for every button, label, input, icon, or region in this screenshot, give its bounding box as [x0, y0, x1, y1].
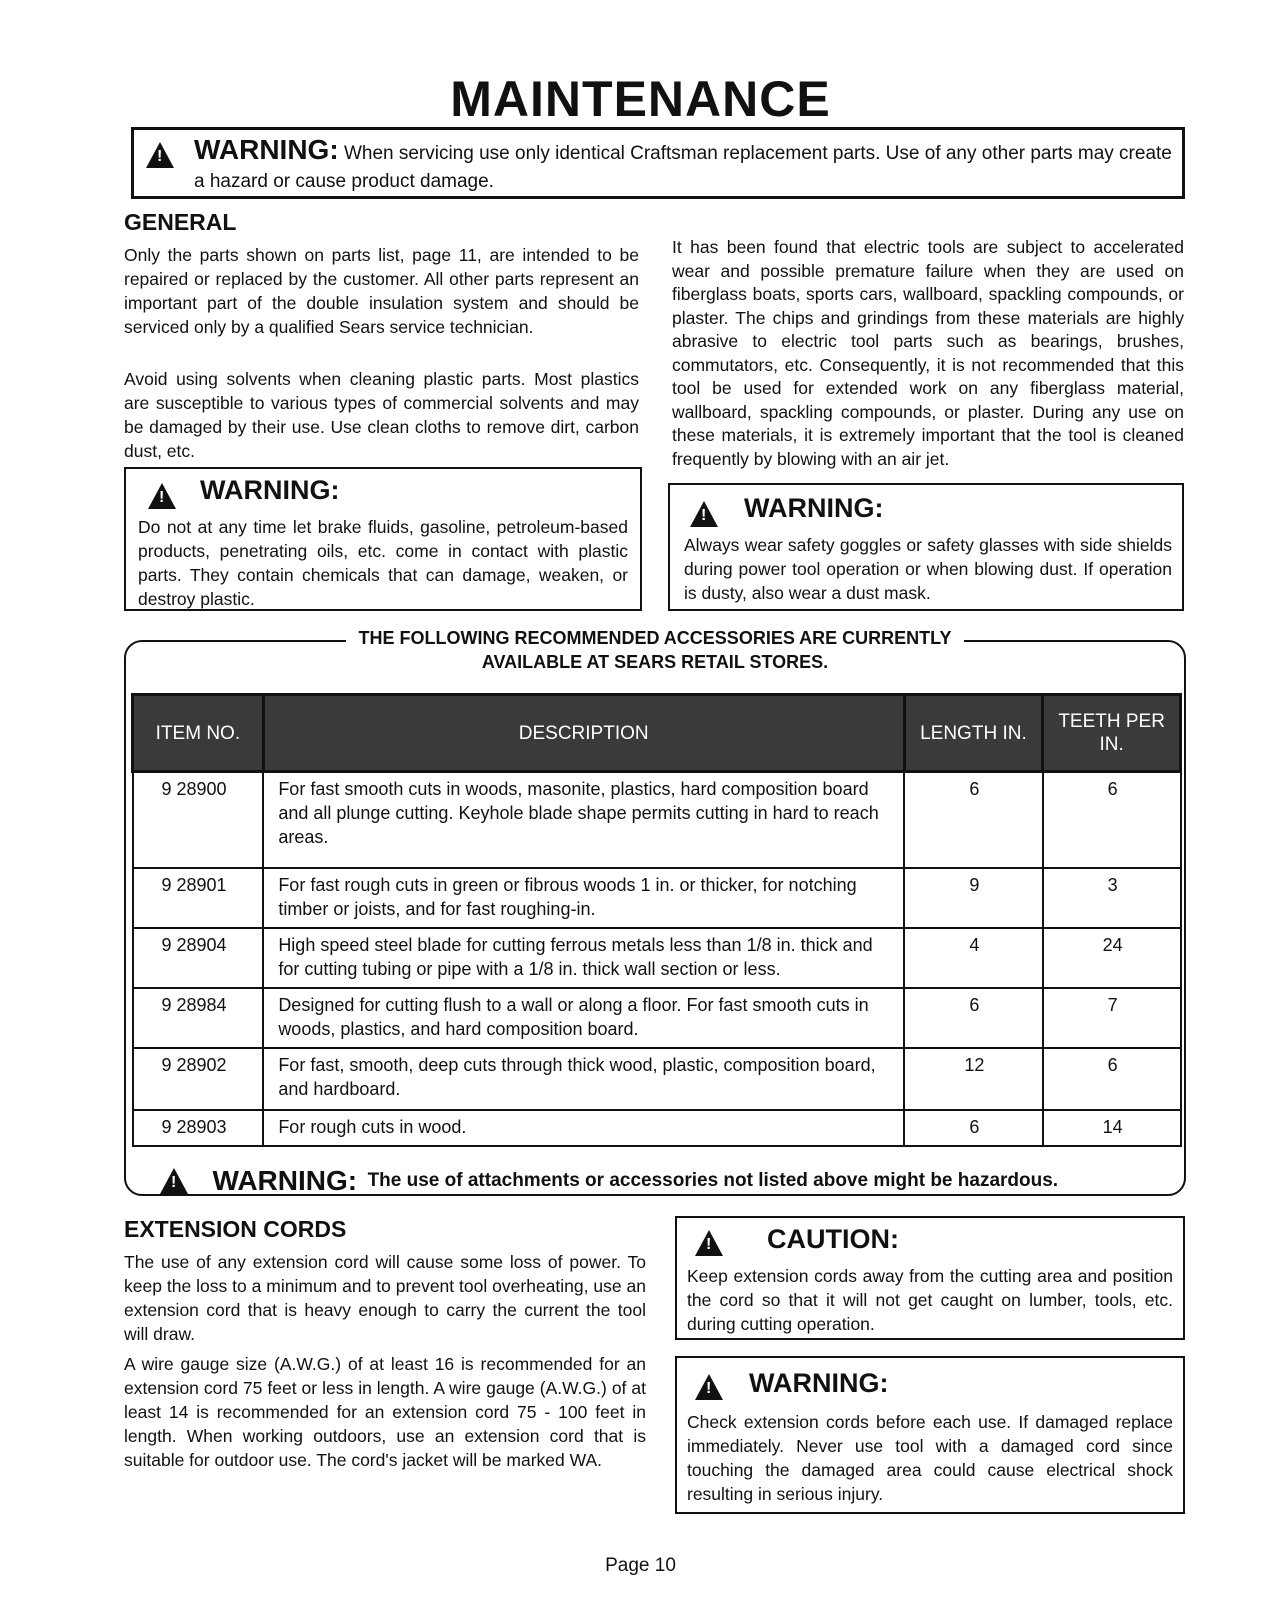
item-description: For fast smooth cuts in woods, masonite, plastics, hard composition board and all plunge cutting. Keyhole blade shape permits cutting in hard to reach areas.	[263, 772, 904, 868]
table-row	[133, 772, 1181, 868]
table-row	[133, 988, 1181, 1048]
item-teeth: 7	[1043, 988, 1181, 1048]
item-teeth: 6	[1043, 1048, 1181, 1110]
item-number: 9 28984	[133, 988, 264, 1048]
general-paragraph-2: Avoid using solvents when cleaning plastic parts. Most plastics are susceptible to various types of commercial solvents and may be damaged by their use. Use clean cloths to remove dirt, carbon dust, etc.	[124, 369, 639, 461]
accessories-heading	[124, 626, 1186, 674]
item-number: 9 28903	[133, 1110, 264, 1146]
warning-label: WARNING:	[212, 1165, 358, 1196]
warning-triangle-icon	[695, 1374, 723, 1400]
table-row	[133, 1110, 1181, 1146]
accessories-heading-line2: AVAILABLE AT SEARS RETAIL STORES.	[470, 650, 840, 674]
warning-label: WARNING:	[200, 475, 340, 505]
item-teeth: 14	[1043, 1110, 1181, 1146]
caution-label: CAUTION:	[767, 1224, 899, 1254]
warning-text: Always wear safety goggles or safety glasses with side shields during power tool operation or when blowing dust. If operation is dusty, also wear a dust mask.	[684, 535, 1172, 603]
column-header-description: DESCRIPTION	[263, 695, 904, 772]
item-length: 12	[904, 1048, 1043, 1110]
table-row	[133, 928, 1181, 988]
table-row	[133, 1048, 1181, 1110]
item-length: 6	[904, 772, 1043, 868]
warning-triangle-icon	[690, 501, 718, 527]
page-title: MAINTENANCE	[450, 71, 831, 127]
item-description: For rough cuts in wood.	[263, 1110, 904, 1146]
page-number: Page 10	[605, 1555, 676, 1576]
item-description: For fast, smooth, deep cuts through thick wood, plastic, composition board, and hardboard.	[263, 1048, 904, 1110]
item-number: 9 28902	[133, 1048, 264, 1110]
extension-heading: EXTENSION CORDS	[124, 1216, 347, 1242]
accessories-heading-line1: THE FOLLOWING RECOMMENDED ACCESSORIES ARE CURRENTLY	[346, 626, 963, 650]
extension-paragraph-2: A wire gauge size (A.W.G.) of at least 16 is recommended for an extension cord 75 feet or less in length. A wire gauge (A.W.G.) of at least 14 is recommended for an extension cord 75 - 100 feet in length. When working outdoors, use an extension cord that is suitable for outdoor use. The cord's jacket will be marked WA.	[124, 1354, 646, 1470]
item-number: 9 28904	[133, 928, 264, 988]
item-teeth: 24	[1043, 928, 1181, 988]
item-length: 6	[904, 1110, 1043, 1146]
warning-box-cords	[675, 1356, 1185, 1514]
column-header-teeth: TEETH PER IN.	[1043, 695, 1181, 772]
warning-label: WARNING:	[744, 493, 884, 523]
accessories-table	[131, 693, 1182, 1147]
item-length: 9	[904, 868, 1043, 928]
item-number: 9 28900	[133, 772, 264, 868]
warning-text: Check extension cords before each use. If damaged replace immediately. Never use tool with a damaged cord since touching the damaged area could cause electrical shock resulting in serious injury.	[687, 1412, 1173, 1504]
top-warning-box	[131, 127, 1185, 199]
warning-triangle-icon	[160, 1168, 188, 1194]
accessories-warning	[160, 1165, 1160, 1197]
column-header-item: ITEM NO.	[133, 695, 264, 772]
general-paragraph-3: It has been found that electric tools are subject to accelerated wear and possible premature failure when they are used on fiberglass boats, sports cars, wallboard, spackling compounds, or plaster. The chips and grindings from these materials are highly abrasive to electric tool parts such as bearings, brushes, commutators, etc. Consequently, it is not recommended that this tool be used for extended work on any fiberglass material, wallboard, spackling compounds, or plaster. During any use on these materials, it is extremely important that the tool is cleaned frequently by blowing with an air jet.	[672, 237, 1184, 469]
item-length: 6	[904, 988, 1043, 1048]
item-number: 9 28901	[133, 868, 264, 928]
general-paragraph-1: Only the parts shown on parts list, page 11, are intended to be repaired or replaced by the customer. All other parts represent an important part of the double insulation system and should be serviced only by a qualified Sears service technician.	[124, 245, 639, 337]
warning-text: The use of attachments or accessories not listed above might be hazardous.	[367, 1170, 1059, 1191]
item-description: High speed steel blade for cutting ferrous metals less than 1/8 in. thick and for cutting tubing or pipe with a 1/8 in. thick wall section or less.	[263, 928, 904, 988]
table-row	[133, 868, 1181, 928]
warning-text: When servicing use only identical Craftsman replacement parts. Use of any other parts may create a hazard or cause product damage.	[194, 143, 1172, 192]
item-length: 4	[904, 928, 1043, 988]
warning-label: WARNING:	[749, 1368, 889, 1398]
item-teeth: 3	[1043, 868, 1181, 928]
warning-label: WARNING:	[194, 134, 339, 165]
warning-triangle-icon	[146, 142, 174, 168]
warning-triangle-icon	[148, 483, 176, 509]
item-description: For fast rough cuts in green or fibrous woods 1 in. or thicker, for notching timber or joists, and for fast roughing-in.	[263, 868, 904, 928]
warning-box-goggles	[668, 483, 1184, 611]
warning-triangle-icon	[695, 1230, 723, 1256]
warning-text: Do not at any time let brake fluids, gasoline, petroleum-based products, penetrating oils, etc. come in contact with plastic parts. They contain chemicals that can damage, weaken, or destroy plastic.	[138, 517, 628, 609]
warning-box-plastics	[124, 467, 642, 611]
extension-paragraph-1: The use of any extension cord will cause some loss of power. To keep the loss to a minimum and to prevent tool overheating, use an extension cord that is heavy enough to carry the current the tool will draw.	[124, 1252, 646, 1344]
item-description: Designed for cutting flush to a wall or along a floor. For fast smooth cuts in woods, plastics, and hard composition board.	[263, 988, 904, 1048]
general-heading: GENERAL	[124, 209, 237, 235]
item-teeth: 6	[1043, 772, 1181, 868]
caution-text: Keep extension cords away from the cutting area and position the cord so that it will not get caught on lumber, tools, etc. during cutting operation.	[687, 1266, 1173, 1334]
table-header-row	[133, 695, 1181, 772]
caution-box	[675, 1216, 1185, 1340]
column-header-length: LENGTH IN.	[904, 695, 1043, 772]
